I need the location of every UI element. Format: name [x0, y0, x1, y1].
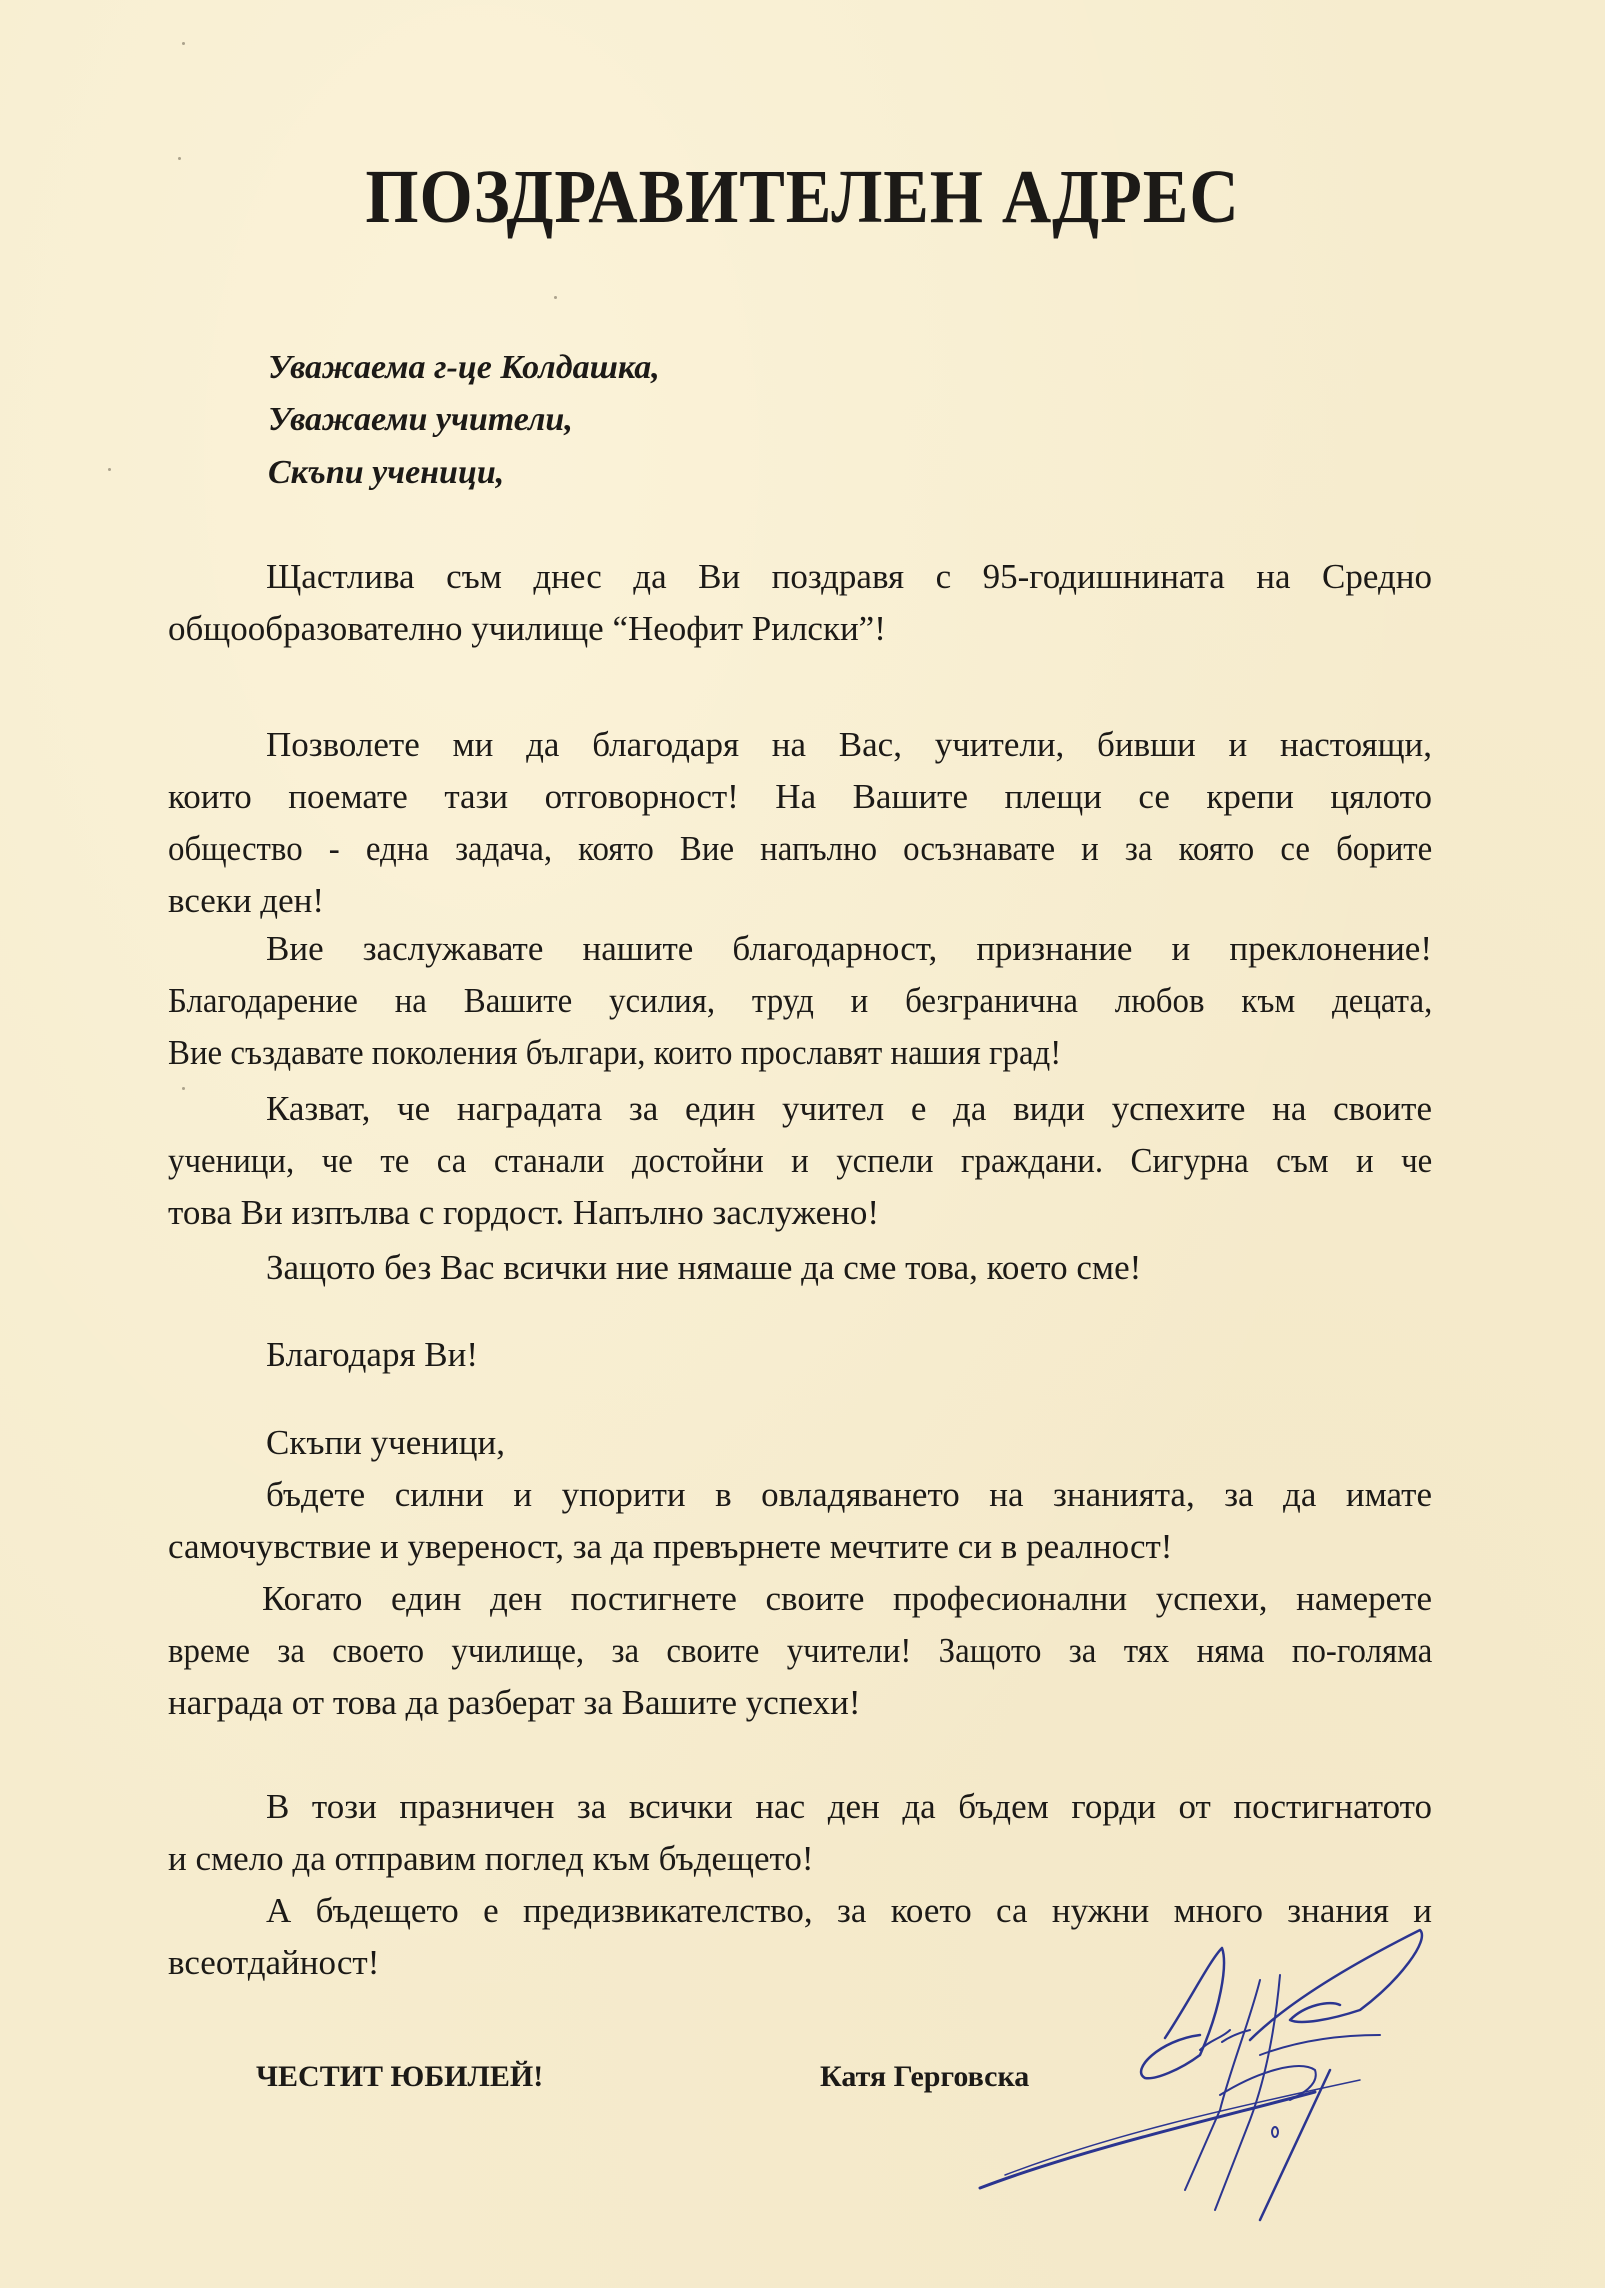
body-line: Позволете ми да благодаря на Вас, учители, бивши и настоящи,: [266, 725, 1432, 764]
body-line: Вие заслужавате нашите благодарност, признание и преклонение!: [266, 929, 1432, 968]
body-line: бъдете силни и упорити в овладяването на знанията, за да имате: [266, 1475, 1432, 1514]
body-line: общество - една задача, която Вие напълно осъзнавате и за която се борите: [168, 829, 1433, 868]
body-line: награда от това да разберат за Вашите успехи!: [168, 1683, 861, 1722]
body-line: Благодарение на Вашите усилия, труд и безгранична любов към децата,: [168, 981, 1433, 1020]
body-line: общообразователно училище “Неофит Рилски”!: [168, 609, 886, 648]
body-line: това Ви изпълва с гордост. Напълно заслужено!: [168, 1193, 880, 1232]
body-line: ученици, че те са станали достойни и успели граждани. Сигурна съм и че: [168, 1141, 1433, 1180]
paper-speck: [554, 296, 557, 299]
body-line: Защото без Вас всички ние нямаше да сме това, което сме!: [266, 1248, 1142, 1287]
salutation-line: Уважаема г-це Колдашка,: [268, 349, 660, 386]
body-line: всеки ден!: [168, 881, 325, 920]
paper-speck: [108, 468, 111, 471]
body-line: Казват, че наградата за един учител е да види успехите на своите: [266, 1089, 1432, 1128]
body-line: които поемате тази отговорност! На Вашите плещи се крепи цялото: [168, 777, 1432, 816]
paper-speck: [182, 42, 185, 45]
body-line: и смело да отправим поглед към бъдещето!: [168, 1839, 814, 1878]
body-line: Когато един ден постигнете своите професионални успехи, намерете: [262, 1579, 1432, 1618]
signatory-name: Катя Герговска: [820, 2060, 1030, 2093]
body-line: В този празничен за всички нас ден да бъдем горди от постигнатото: [266, 1787, 1432, 1826]
salutation-line: Скъпи ученици,: [268, 454, 505, 491]
body-line: Скъпи ученици,: [266, 1423, 505, 1462]
body-line: А бъдещето е предизвикателство, за което са нужни много знания и: [266, 1891, 1432, 1930]
handwritten-signature: [960, 1920, 1500, 2250]
closing-greeting: ЧЕСТИТ ЮБИЛЕЙ!: [256, 2060, 544, 2093]
paper-speck: [182, 1087, 185, 1090]
salutation-line: Уважаеми учители,: [268, 401, 573, 438]
body-line: самочувствие и увереност, за да превърнете мечтите си в реалност!: [168, 1527, 1173, 1566]
body-line: Вие създавате поколения българи, които прославят нашия град!: [168, 1033, 1062, 1072]
body-line: време за своето училище, за своите учители! Защото за тях няма по-голяма: [168, 1631, 1433, 1670]
body-line: Щастлива съм днес да Ви поздравя с 95-годишнината на Средно: [266, 557, 1432, 596]
document-title: ПОЗДРАВИТЕЛЕН АДРЕС: [365, 155, 1240, 239]
body-line: всеотдайност!: [168, 1943, 380, 1982]
body-line: Благодаря Ви!: [266, 1335, 479, 1374]
